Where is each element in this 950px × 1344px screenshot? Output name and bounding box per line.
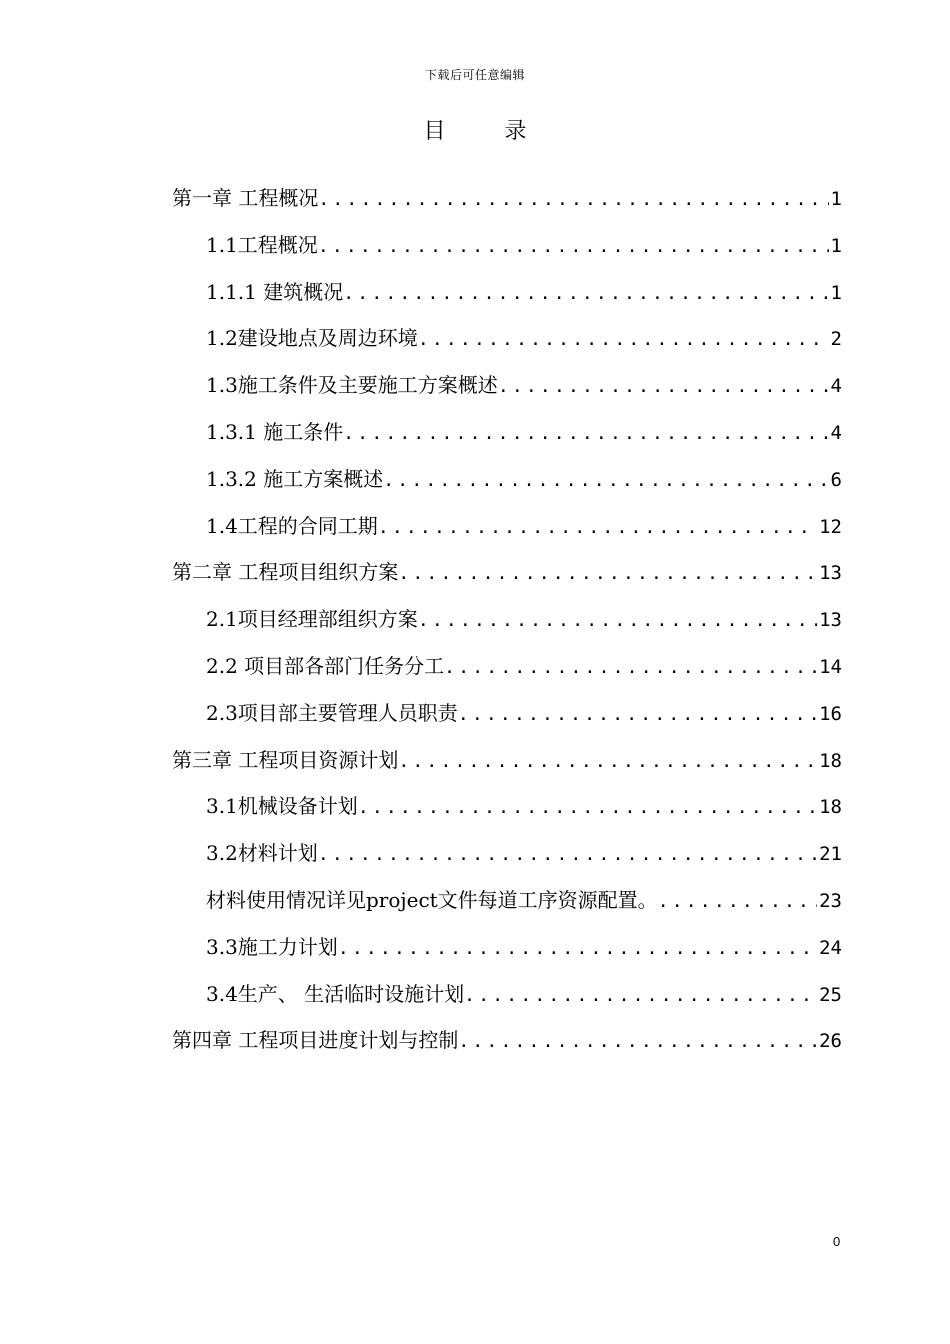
toc-entry-text: 1.3.1 施工条件	[206, 419, 344, 444]
toc-entry-page: 26	[819, 1030, 842, 1053]
toc-leader-dots	[358, 788, 817, 828]
toc-title: 目 录	[423, 119, 553, 144]
toc-entry-page: 14	[819, 655, 842, 678]
toc-entry[interactable]	[172, 693, 842, 740]
toc-entry-text: 2.2 项目部各部门任务分工	[206, 653, 445, 678]
toc-leader-dots	[464, 976, 817, 1016]
toc-entry[interactable]	[172, 599, 842, 646]
toc-leader-dots	[343, 274, 828, 314]
toc-entry-page: 24	[819, 936, 842, 959]
toc-entry-text: 1.3.2 施工方案概述	[206, 466, 384, 491]
toc-entry-page: 1	[830, 188, 842, 210]
toc-entry-text: 1.1工程概况	[206, 232, 318, 257]
table-of-contents	[172, 178, 842, 1067]
toc-entry[interactable]	[172, 506, 842, 553]
page-number: 0	[833, 1234, 841, 1249]
toc-leader-dots	[378, 508, 817, 548]
toc-entry-page: 2	[830, 328, 842, 351]
toc-entry[interactable]	[172, 178, 842, 225]
toc-entry-text: 第三章 工程项目资源计划	[172, 747, 399, 772]
toc-leader-dots	[398, 554, 817, 594]
toc-entry-text: 3.3施工力计划	[206, 934, 338, 959]
page-header: 下载后可任意编辑	[424, 68, 525, 82]
toc-entry[interactable]	[172, 927, 842, 974]
toc-leader-dots	[498, 367, 829, 407]
toc-entry-text: 3.1机械设备计划	[206, 794, 358, 819]
toc-leader-dots	[418, 601, 817, 641]
toc-entry[interactable]	[172, 880, 842, 927]
toc-leader-dots	[338, 929, 817, 969]
toc-entry-page: 4	[830, 375, 842, 398]
toc-entry-text: 1.2建设地点及周边环境	[206, 326, 418, 351]
toc-entry-text: 第四章 工程项目进度计划与控制	[172, 1028, 459, 1053]
toc-entry-page: 13	[819, 609, 842, 632]
toc-entry-text: 2.1项目经理部组织方案	[206, 607, 418, 632]
toc-entry[interactable]	[172, 365, 842, 412]
toc-entry-text: 第一章 工程概况	[172, 186, 319, 210]
toc-entry[interactable]	[172, 412, 842, 459]
toc-entry-page: 23	[819, 889, 842, 912]
toc-entry[interactable]	[172, 318, 842, 365]
toc-entry-page: 25	[819, 983, 842, 1006]
toc-leader-dots	[383, 461, 828, 501]
toc-entry[interactable]	[172, 1020, 842, 1067]
toc-leader-dots	[318, 180, 828, 220]
toc-entry-text: 第二章 工程项目组织方案	[172, 560, 399, 585]
toc-leader-dots	[444, 648, 817, 688]
toc-entry-page: 18	[819, 749, 842, 772]
toc-entry[interactable]	[172, 786, 842, 833]
toc-entry-text: 1.4工程的合同工期	[206, 513, 378, 538]
toc-leader-dots	[658, 882, 817, 922]
toc-entry-page: 16	[819, 702, 842, 725]
toc-entry[interactable]	[172, 833, 842, 880]
toc-entry-text: 1.3施工条件及主要施工方案概述	[206, 373, 498, 398]
toc-leader-dots	[318, 227, 829, 267]
toc-entry[interactable]	[172, 974, 842, 1021]
toc-entry-page: 1	[830, 234, 842, 257]
toc-entry[interactable]	[172, 459, 842, 506]
toc-entry[interactable]	[172, 225, 842, 272]
toc-entry-page: 18	[819, 796, 842, 819]
toc-entry-text: 3.4生产、 生活临时设施计划	[206, 981, 465, 1006]
toc-entry[interactable]	[172, 740, 842, 787]
toc-entry-page: 12	[819, 515, 842, 538]
toc-entry-page: 21	[819, 843, 842, 866]
toc-entry-text: 3.2材料计划	[206, 841, 318, 866]
toc-entry-text: 2.3项目部主要管理人员职责	[206, 700, 458, 725]
toc-leader-dots	[398, 742, 817, 782]
toc-leader-dots	[343, 414, 828, 454]
toc-entry[interactable]	[172, 646, 842, 693]
toc-entry[interactable]	[172, 552, 842, 599]
toc-entry[interactable]	[172, 272, 842, 319]
toc-entry-page: 6	[830, 468, 842, 491]
toc-entry-page: 13	[819, 562, 842, 585]
toc-entry-page: 4	[830, 421, 842, 444]
toc-entry-text: 材料使用情况详见project文件每道工序资源配置。	[206, 887, 658, 912]
toc-entry-text: 1.1.1 建筑概况	[206, 279, 344, 304]
toc-leader-dots	[318, 835, 817, 875]
toc-leader-dots	[458, 1022, 817, 1062]
toc-leader-dots	[418, 320, 829, 360]
toc-leader-dots	[458, 695, 817, 735]
toc-entry-page: 1	[830, 281, 842, 304]
